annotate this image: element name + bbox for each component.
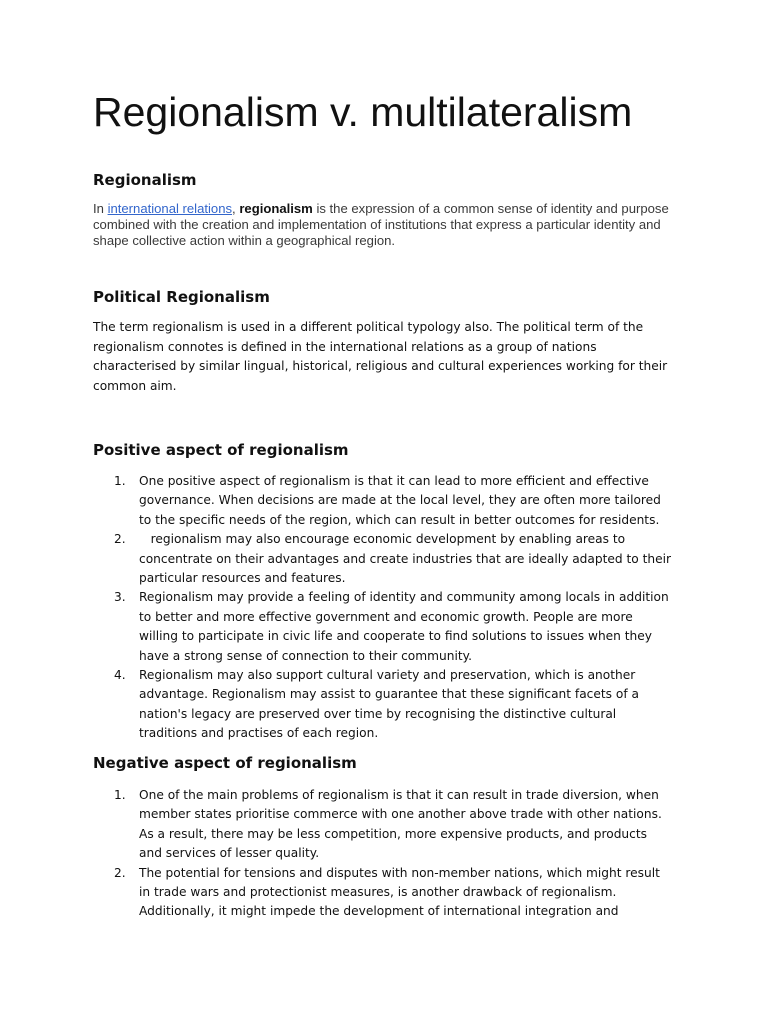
list-number: 1. xyxy=(114,474,126,488)
list-number: 3. xyxy=(114,590,126,605)
intro-comma: , xyxy=(232,201,240,216)
regionalism-intro-paragraph xyxy=(93,201,673,249)
intro-rest: is the expression of a common sense of identity and purpose combined with the creation and implementation of institutions that express a particular identity and shape collective action within a geographical region. xyxy=(93,201,669,248)
negative-aspects-list xyxy=(93,786,673,922)
list-number: 2. xyxy=(114,532,126,547)
heading-political-regionalism: Political Regionalism xyxy=(93,288,270,306)
list-item-text: Regionalism may provide a feeling of identity and community among locals in addition to better and more effective government and economic growth. People are more willing to participate in civic life and cooperate to find solutions to issues when they have a strong sense of connection to their community. xyxy=(139,590,669,663)
page-title: Regionalism v. multilateralism xyxy=(93,89,633,135)
list-number: 2. xyxy=(114,865,126,880)
international-relations-link[interactable]: international relations xyxy=(107,201,233,216)
intro-bold-term: regionalism xyxy=(239,201,313,216)
list-item-text: The potential for tensions and disputes with non-member nations, which might result in trade wars and protectionist measures, is another drawback of regionalism. Additionally, it might impede the development of international integration and xyxy=(139,865,660,919)
list-item-text: Regionalism may also support cultural variety and preservation, which is another advantage. Regionalism may assist to guarantee that these significant facets of a nation's legacy are preserved over time by recognising the distinctive cultural traditions and practises of each region. xyxy=(139,668,639,741)
heading-regionalism: Regionalism xyxy=(93,171,197,189)
list-item xyxy=(93,786,673,864)
list-number: 4. xyxy=(114,668,126,683)
political-regionalism-paragraph: The term regionalism is used in a different political typology also. The political term of the regionalism connotes is defined in the international relations as a group of nations characterised by similar lingual, historical, religious and cultural experiences working for their common aim. xyxy=(93,320,668,393)
list-item-text xyxy=(139,532,671,585)
positive-aspects-list xyxy=(93,472,673,744)
list-item xyxy=(93,472,673,530)
list-item xyxy=(93,588,673,666)
list-item-text-content: regionalism may also encourage economic development by enabling areas to concentrate on their advantages and create industries that are ideally adapted to their particular resources and features. xyxy=(139,532,671,586)
heading-negative-aspect: Negative aspect of regionalism xyxy=(93,754,357,772)
list-item-text: One of the main problems of regionalism is that it can result in trade diversion, when member states prioritise commerce with one another above trade with other nations. As a result, there may be less competition, more expensive products, and products and services of lesser quality. xyxy=(139,788,662,861)
intro-prefix: In xyxy=(93,201,108,216)
heading-positive-aspect: Positive aspect of regionalism xyxy=(93,441,349,459)
list-item xyxy=(93,666,673,744)
list-item-text: One positive aspect of regionalism is that it can lead to more efficient and effective governance. When decisions are made at the local level, they are often more tailored to the specific needs of the region, which can result in better outcomes for residents. xyxy=(139,474,661,527)
list-item xyxy=(93,864,673,922)
list-number: 1. xyxy=(114,788,126,802)
list-item xyxy=(93,530,673,588)
